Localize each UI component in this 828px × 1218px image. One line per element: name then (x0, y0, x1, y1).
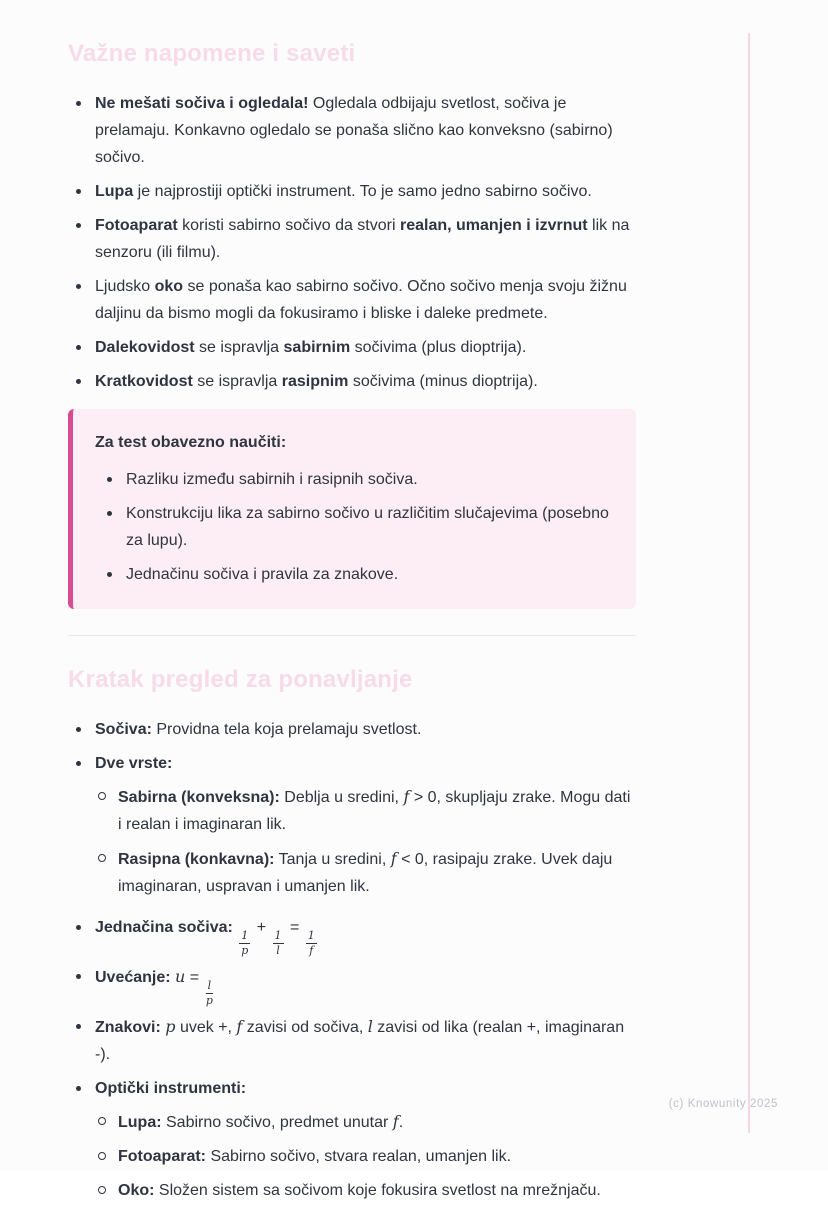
list-item (95, 783, 636, 838)
list-item (99, 466, 610, 493)
list-item-text: Optički instrumenti: (95, 1080, 247, 1097)
bullet-icon (76, 345, 81, 350)
list-item-content (95, 178, 636, 205)
list-item-content (95, 212, 636, 266)
list-item-text: Jednačinu sočiva i pravila za znakove. (126, 566, 399, 583)
list-item (68, 178, 636, 205)
list-item (68, 963, 636, 1006)
list-item (95, 845, 636, 900)
list-item-text: Uvećanje: u = $\frac{l}{p}$ (95, 967, 213, 1007)
list-item-content (118, 1108, 636, 1136)
bullet-icon (76, 1024, 81, 1029)
list-item-content (95, 716, 636, 743)
list-item-text: Sabirna (konveksna): Deblja u sredini, f > 0, skupljaju zrake. Mogu dati i realan i imaginaran lik. (118, 787, 631, 833)
list-item (95, 1108, 636, 1136)
list-item (68, 212, 636, 266)
circle-bullet-icon (98, 792, 106, 800)
list-item-content (95, 273, 636, 327)
section-notes-title: Važne napomene i saveti (68, 40, 356, 67)
list-item-content (126, 500, 610, 554)
bullet-icon (107, 511, 112, 516)
fraction: $\frac{1}{l}$ (274, 929, 282, 957)
list-item (68, 368, 636, 395)
list-item-content (95, 1013, 636, 1068)
list-item (68, 750, 636, 907)
list-item-content (95, 963, 636, 1006)
fraction: $\frac{l}{p}$ (205, 979, 213, 1007)
list-item-text: Sočiva: Providna tela koja prelamaju svetlost. (95, 721, 422, 738)
callout-title: Za test obavezno naučiti: (95, 434, 287, 451)
fraction: $\frac{1}{p}$ (241, 929, 249, 957)
list-item (68, 914, 636, 956)
bullet-icon (76, 727, 81, 732)
circle-bullet-icon (98, 1152, 106, 1160)
list-item (68, 90, 636, 171)
list-item-text: Fotoaparat koristi sabirno sočivo da stvori realan, umanjen i izvrnut lik na senzoru (ili filmu). (95, 217, 630, 261)
list-item-content (95, 90, 636, 171)
bullet-icon (76, 189, 81, 194)
list-item-content (95, 914, 636, 956)
list-item-content (95, 334, 636, 361)
list-item (95, 1143, 636, 1170)
bullet-icon (76, 379, 81, 384)
sub-list (95, 1108, 636, 1204)
list-item (68, 334, 636, 361)
section-divider (68, 635, 636, 636)
list-item (68, 273, 636, 327)
list-item-text: Znakovi: p uvek +, f zavisi od sočiva, l zavisi od lika (realan +, imaginaran -). (95, 1017, 625, 1063)
list-item-content (95, 1075, 636, 1211)
list-item (99, 561, 610, 588)
content-column (68, 40, 636, 1218)
list-item-text: Rasipna (konkavna): Tanja u sredini, f < 0, rasipaju zrake. Uvek daju imaginaran, uspravan i umanjen lik. (118, 849, 613, 895)
bullet-icon (76, 1086, 81, 1091)
list-item-text: Dalekovidost se ispravlja sabirnim sočivima (plus dioptrija). (95, 339, 527, 356)
review-list (68, 716, 636, 1211)
list-item-text: Lupa je najprostiji optički instrument. To je samo jedno sabirno sočivo. (95, 183, 592, 200)
bullet-icon (76, 223, 81, 228)
sub-list (95, 783, 636, 900)
list-item-content (118, 1143, 636, 1170)
list-item (68, 1075, 636, 1211)
bullet-icon (107, 477, 112, 482)
bullet-icon (107, 572, 112, 577)
list-item-text: Jednačina sočiva: $\frac{1}{p}$ + $\frac{1}{l}$ = $\frac{1}{f}$ (95, 919, 315, 957)
list-item-content (118, 1177, 636, 1204)
circle-bullet-icon (98, 854, 106, 862)
list-item-content (118, 783, 636, 838)
circle-bullet-icon (98, 1186, 106, 1194)
circle-bullet-icon (98, 1117, 106, 1125)
list-item-text: Konstrukciju lika za sabirno sočivo u različitim slučajevima (posebno za lupu). (126, 505, 609, 549)
list-item-content (118, 845, 636, 900)
list-item-content (95, 368, 636, 395)
list-item (68, 716, 636, 743)
section-review (68, 666, 636, 1211)
list-item-text: Oko: Složen sistem sa sočivom koje fokusira svetlost na mrežnjaču. (118, 1182, 601, 1199)
list-item-text: Fotoaparat: Sabirno sočivo, stvara realan, umanjen lik. (118, 1148, 512, 1165)
notes-list (68, 90, 636, 395)
page-edge-line (748, 33, 750, 1133)
section-review-title: Kratak pregled za ponavljanje (68, 666, 413, 693)
list-item-text: Dve vrste: (95, 755, 173, 772)
list-item-text: Kratkovidost se ispravlja rasipnim sočivima (minus dioptrija). (95, 373, 538, 390)
fraction: $\frac{1}{f}$ (307, 929, 315, 957)
bullet-icon (76, 925, 81, 930)
bullet-icon (76, 284, 81, 289)
footer-credit: (c) Knowunity 2025 (668, 1098, 778, 1110)
bullet-icon (76, 101, 81, 106)
list-item (95, 1177, 636, 1204)
list-item-text: Ljudsko oko se ponaša kao sabirno sočivo. Očno sočivo menja svoju žižnu daljinu da bismo mogli da fokusiramo i bliske i daleke predmete. (95, 278, 627, 322)
section-notes (68, 40, 636, 395)
test-callout-box (68, 409, 636, 609)
list-item-content (126, 561, 610, 588)
bullet-icon (76, 761, 81, 766)
list-item-content (126, 466, 610, 493)
list-item-text: Ne mešati sočiva i ogledala! Ogledala odbijaju svetlost, sočiva je prelamaju. Konkavno ogledalo se ponaša slično kao konveksno (sabirno) sočivo. (95, 95, 613, 166)
list-item-text: Lupa: Sabirno sočivo, predmet unutar f. (118, 1112, 404, 1131)
list-item-content (95, 750, 636, 907)
list-item (99, 500, 610, 554)
list-item-text: Razliku između sabirnih i rasipnih sočiva. (126, 471, 418, 488)
bullet-icon (76, 974, 81, 979)
list-item (68, 1013, 636, 1068)
callout-list (95, 466, 610, 588)
